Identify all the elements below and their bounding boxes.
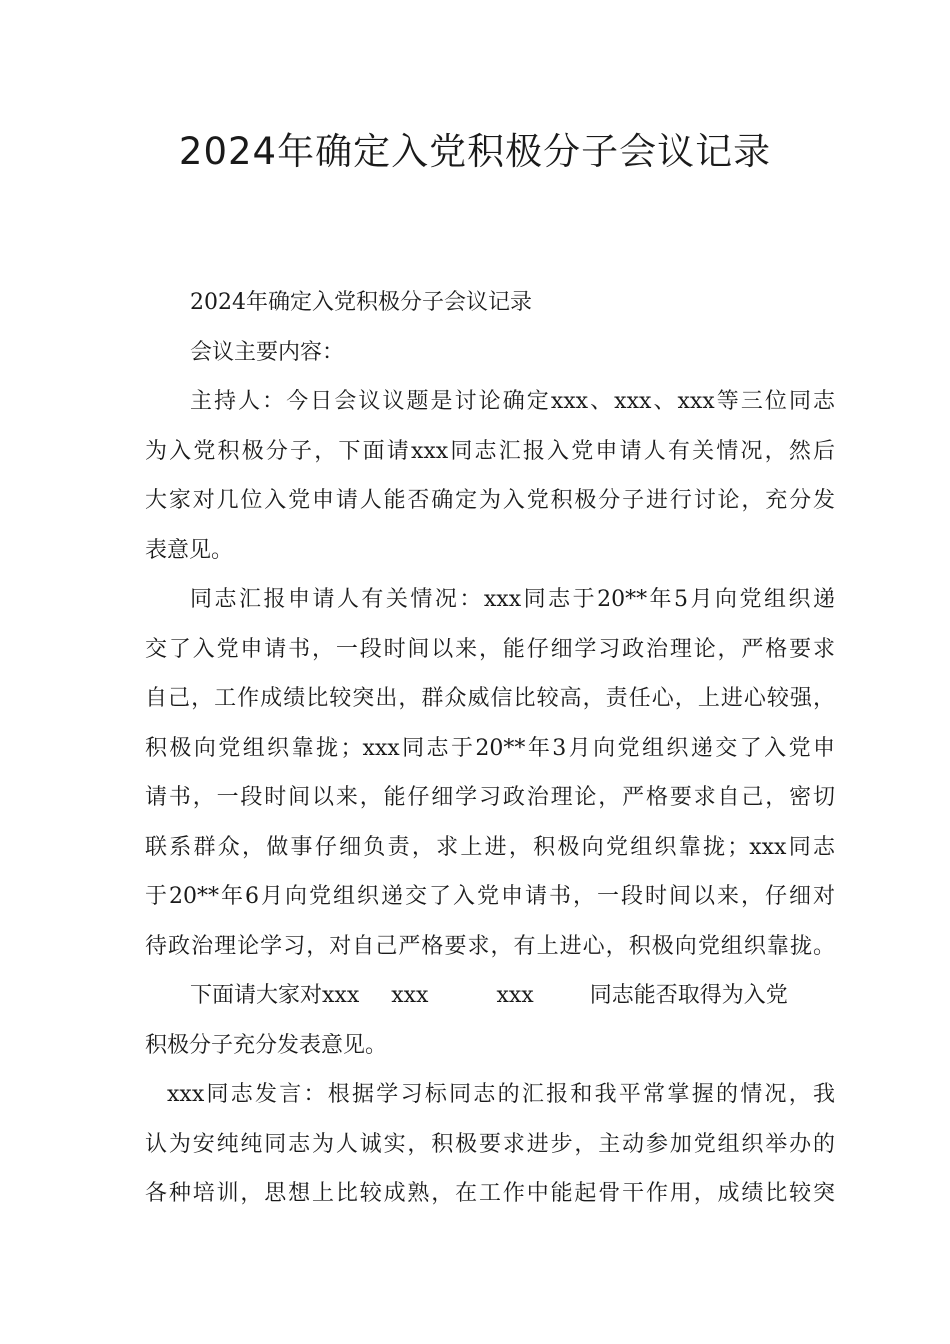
paragraph-line: 自己，工作成绩比较突出，群众威信比较高，责任心，上进心较强，	[145, 686, 835, 711]
document-body	[145, 278, 835, 1219]
paragraph-line: 会议主要内容：	[190, 339, 345, 365]
paragraph-line: 大家对几位入党申请人能否确定为入党积极分子进行讨论，充分发	[145, 488, 835, 513]
text-segment: xxx	[391, 983, 429, 1008]
paragraph-line: 主持人：今日会议议题是讨论确定xxx、xxx、xxx等三位同志	[190, 389, 835, 414]
paragraph-line: 积极向党组织靠拢；xxx同志于20**年3月向党组织递交了入党申	[145, 735, 835, 761]
paragraph-line: 请书，一段时间以来，能仔细学习政治理论，严格要求自己，密切	[145, 785, 835, 810]
paragraph-line: xxx同志发言：根据学习标同志的汇报和我平常掌握的情况，我	[167, 1082, 835, 1107]
paragraph-line: 表意见。	[145, 537, 234, 563]
text-segment: xxx	[496, 983, 534, 1008]
paragraph-line: 交了入党申请书，一段时间以来，能仔细学习政治理论，严格要求	[145, 636, 835, 662]
document-title: 2024年确定入党积极分子会议记录	[178, 130, 772, 173]
paragraph-line: 认为安纯纯同志为人诚实，积极要求进步，主动参加党组织举办的	[145, 1131, 835, 1157]
paragraph-line: 于20**年6月向党组织递交了入党申请书，一段时间以来，仔细对	[145, 884, 835, 909]
paragraph-line: 联系群众，做事仔细负责，求上进，积极向党组织靠拢；xxx同志	[145, 834, 835, 860]
paragraph-line: 同志汇报申请人有关情况：xxx同志于20**年5月向党组织递	[190, 587, 835, 612]
text-segment: 下面请大家对xxx	[190, 983, 360, 1008]
text-segment: 同志能否取得为入党	[589, 983, 788, 1008]
paragraph-line: 各种培训，思想上比较成熟，在工作中能起骨干作用，成绩比较突	[145, 1181, 835, 1206]
paragraph-line: 待政治理论学习，对自己严格要求，有上进心，积极向党组织靠拢。	[145, 933, 835, 959]
paragraph-line: 为入党积极分子，下面请xxx同志汇报入党申请人有关情况，然后	[145, 438, 835, 464]
paragraph-line-with-gaps	[145, 971, 835, 1021]
paragraph-line: 2024年确定入党积极分子会议记录	[190, 290, 532, 315]
paragraph-line: 积极分子充分发表意见。	[145, 1032, 388, 1058]
